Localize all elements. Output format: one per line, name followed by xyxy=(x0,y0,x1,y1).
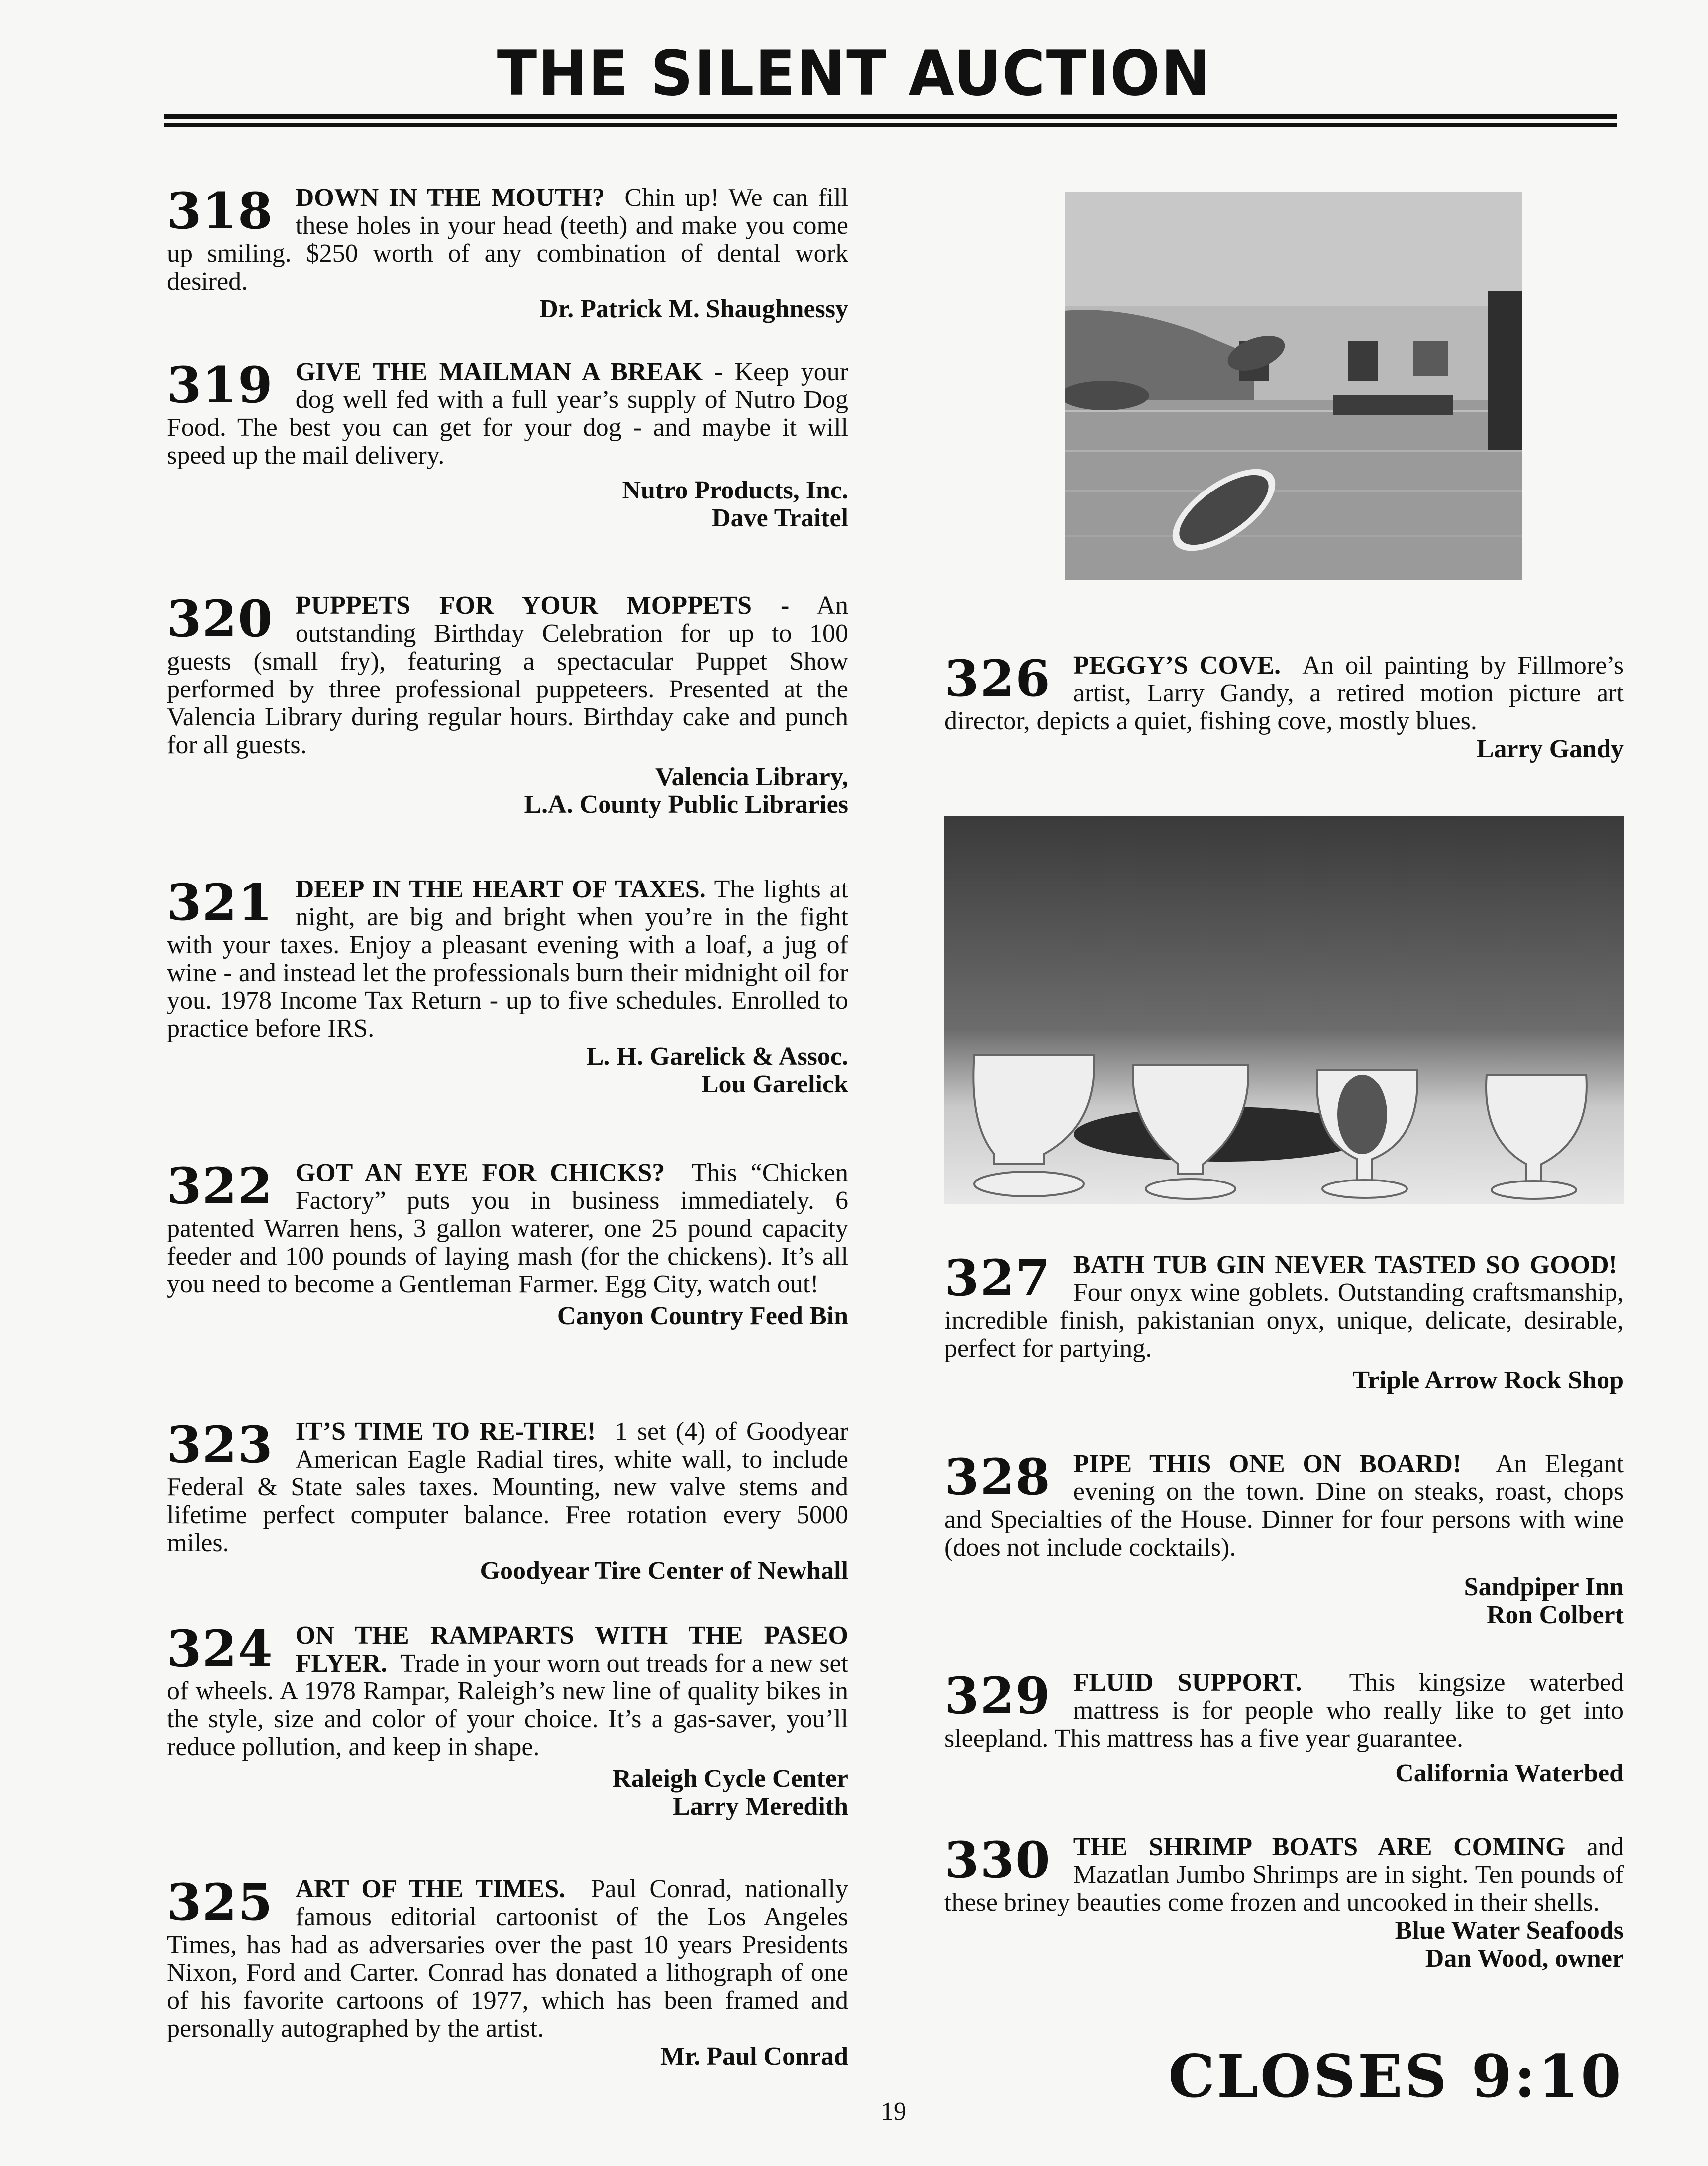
item-headline: PUPPETS FOR YOUR MOPPETS - xyxy=(295,591,790,620)
item-headline: THE SHRIMP BOATS ARE COMING xyxy=(1073,1833,1566,1861)
item-headline: DOWN IN THE MOUTH? xyxy=(295,184,605,212)
auction-item xyxy=(944,1669,1624,1787)
item-description: Four onyx wine goblets. Outstanding craftsmanship, incredible finish, pakistanian onyx, unique, delicate, desirable, perfect for partying. xyxy=(944,1279,1624,1363)
item-description: An oil painting by Fillmore’s artist, Larry Gandy, a retired motion picture art director, depicts a quiet, fishing cove, mostly blues. xyxy=(944,651,1624,735)
item-number: 322 xyxy=(167,1157,274,1215)
item-headline: PIPE THIS ONE ON BOARD! xyxy=(1073,1450,1462,1478)
goblets-photo-image xyxy=(944,816,1624,1204)
item-headline: BATH TUB GIN NEVER TASTED SO GOOD! xyxy=(1073,1251,1617,1279)
item-number: 321 xyxy=(167,873,274,932)
auction-item xyxy=(167,184,848,323)
item-description: Trade in your worn out treads for a new set of wheels. A 1978 Rampar, Raleigh’s new line of quality bikes in the style, size and color of your choice. It’s a gas-saver, you’ll reduce pollution, and keep in shape. xyxy=(167,1649,848,1761)
onyx-goblets-photo xyxy=(944,816,1624,1204)
right-column-lower xyxy=(944,1251,1624,2047)
auction-item xyxy=(944,1251,1624,1394)
item-description: This “Chicken Factory” puts you in business immediately. 6 patented Warren hens, 3 gallon waterer, one 25 pound capacity feeder and 100 pounds of laying mash (for the chickens). It’s all you need to become a Gentleman Farmer. Egg City, watch out! xyxy=(167,1159,849,1298)
item-headline: ON THE RAMPARTS WITH THE PASEO FLYER. xyxy=(295,1621,848,1677)
auction-item xyxy=(167,1875,848,2070)
item-description: Paul Conrad, nationally famous editorial cartoonist of the Los Angeles Times, has had as adversaries over the past 10 years Presidents Nixon, Ford and Carter. Conrad has donated a lithograph of one of his favorite cartoons of 1977, which has been framed and personally autographed by the artist. xyxy=(167,1875,849,2043)
item-description: This kingsize waterbed mattress is for people who really like to get into sleepland. This mattress has a five year guarantee. xyxy=(944,1669,1624,1753)
item-number: 326 xyxy=(944,649,1051,708)
auction-item xyxy=(167,1159,848,1330)
title-rule-bottom xyxy=(164,123,1617,127)
item-sponsor: California Waterbed xyxy=(1395,1759,1624,1787)
auction-item xyxy=(167,358,848,532)
closing-time-notice: CLOSES 9:10 xyxy=(1168,2042,1623,2111)
item-description: An Elegant evening on the town. Dine on steaks, roast, chops and Specialties of the House. Dinner for four persons with wine (does not include cocktails). xyxy=(944,1450,1624,1562)
right-column-upper xyxy=(944,649,1624,801)
auction-item xyxy=(167,592,848,819)
page-number: 19 xyxy=(881,2097,906,2126)
item-description: Chin up! We can fill these holes in your head (teeth) and make you come up smiling. $250 worth of any combination of dental work desired. xyxy=(167,184,849,295)
auction-item xyxy=(944,649,1624,763)
item-description: and Mazatlan Jumbo Shrimps are in sight. Ten pounds of these briney beauties come frozen and uncooked in their shells. xyxy=(944,1833,1624,1917)
item-headline: ART OF THE TIMES. xyxy=(295,1875,566,1903)
item-description: 1 set (4) of Goodyear American Eagle Radial tires, white wall, to include Federal & State sales taxes. Mounting, new valve stems and lifetime perfect computer balance. Free rotation every 5000 miles. xyxy=(167,1417,848,1557)
item-sponsor: Valencia Library, L.A. County Public Libraries xyxy=(524,763,848,819)
item-number: 318 xyxy=(167,182,274,240)
peggys-cove-painting xyxy=(1065,192,1522,580)
item-headline: GIVE THE MAILMAN A BREAK - xyxy=(295,358,723,386)
item-description: The lights at night, are big and bright when you’re in the fight with your taxes. Enjoy a pleasant evening with a loaf, a jug of wine - and instead let the professionals burn their midnight oil for you. 1978 Income Tax Return - up to five schedules. Enrolled to practice before IRS. xyxy=(167,875,849,1043)
item-number: 319 xyxy=(167,356,274,414)
item-number: 330 xyxy=(944,1831,1051,1889)
item-description: An outstanding Birthday Celebration for up to 100 guests (small fry), featuring a spectacular Puppet Show performed by three professional puppeteers. Presented at the Valencia Library during regular hours. Birthday cake and punch for all guests. xyxy=(167,591,848,759)
cove-painting-image xyxy=(1065,192,1522,580)
title-rule-top xyxy=(164,114,1617,119)
item-number: 323 xyxy=(167,1415,274,1474)
item-sponsor: Raleigh Cycle Center Larry Meredith xyxy=(612,1765,848,1821)
item-sponsor: Nutro Products, Inc. Dave Traitel xyxy=(622,476,848,532)
auction-item xyxy=(167,1415,848,1585)
item-headline: PEGGY’S COVE. xyxy=(1073,651,1281,680)
auction-item xyxy=(944,1450,1624,1629)
item-sponsor: Sandpiper Inn Ron Colbert xyxy=(1464,1573,1624,1629)
auction-item xyxy=(167,1619,848,1821)
item-sponsor: L. H. Garelick & Assoc. Lou Garelick xyxy=(586,1042,848,1098)
item-number: 329 xyxy=(944,1667,1051,1725)
item-sponsor: Canyon Country Feed Bin xyxy=(557,1302,848,1330)
item-number: 328 xyxy=(944,1448,1051,1506)
item-description: Keep your dog well fed with a full year’s supply of Nutro Dog Food. The best you can get for your dog - and maybe it will speed up the mail delivery. xyxy=(167,358,849,470)
item-headline: FLUID SUPPORT. xyxy=(1073,1669,1302,1697)
item-headline: DEEP IN THE HEART OF TAXES. xyxy=(295,875,706,903)
item-headline: GOT AN EYE FOR CHICKS? xyxy=(295,1159,665,1187)
item-sponsor: Dr. Patrick M. Shaughnessy xyxy=(539,295,848,323)
item-sponsor: Blue Water Seafoods Dan Wood, owner xyxy=(1395,1916,1624,1972)
item-sponsor: Mr. Paul Conrad xyxy=(660,2042,848,2070)
item-sponsor: Larry Gandy xyxy=(1476,735,1624,763)
item-number: 324 xyxy=(167,1619,274,1678)
item-number: 327 xyxy=(944,1249,1051,1307)
auction-item xyxy=(944,1833,1624,1972)
page-title: THE SILENT AUCTION xyxy=(497,37,1211,109)
item-sponsor: Goodyear Tire Center of Newhall xyxy=(480,1557,848,1585)
item-number: 320 xyxy=(167,590,274,648)
auction-item xyxy=(167,873,849,1098)
item-number: 325 xyxy=(167,1873,274,1932)
item-sponsor: Triple Arrow Rock Shop xyxy=(1352,1366,1624,1394)
item-headline: IT’S TIME TO RE-TIRE! xyxy=(295,1417,596,1446)
